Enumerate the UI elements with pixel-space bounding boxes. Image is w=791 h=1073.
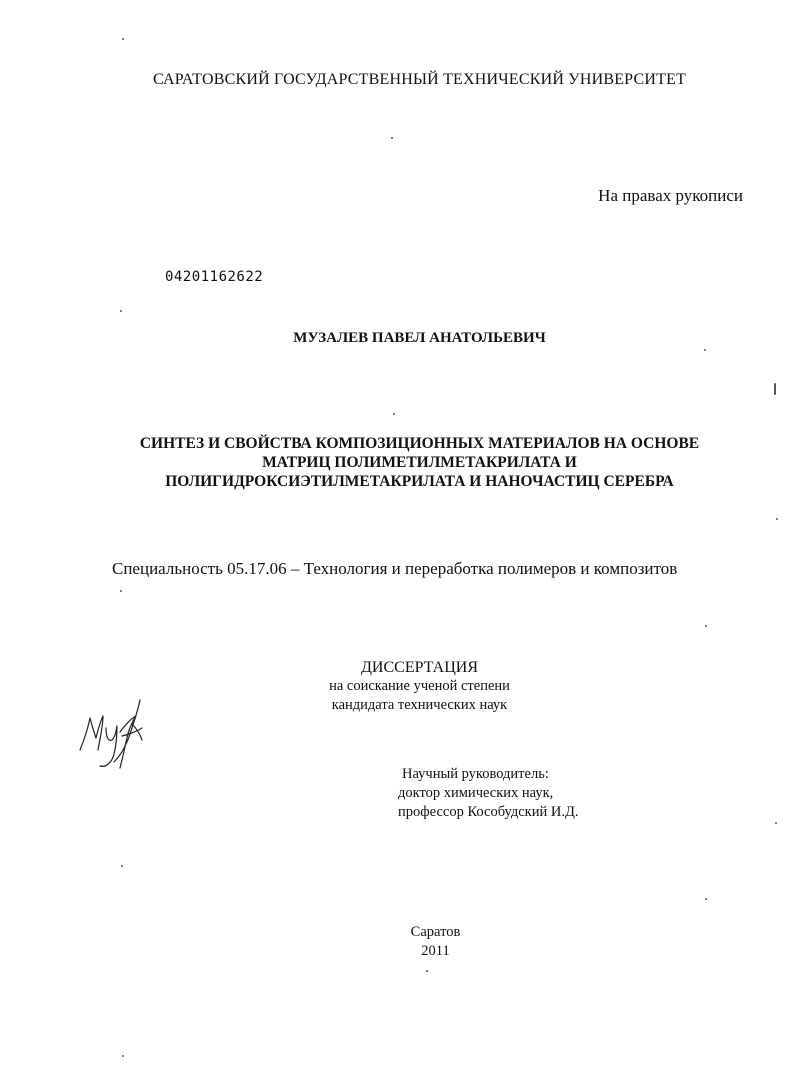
city: Саратов bbox=[410, 924, 461, 940]
degree-line-2: кандидата технических наук bbox=[331, 697, 508, 713]
scan-speck bbox=[120, 590, 122, 592]
scan-speck bbox=[393, 413, 395, 415]
year: 2011 bbox=[421, 943, 450, 959]
scan-speck bbox=[774, 383, 776, 395]
scan-speck bbox=[705, 898, 707, 900]
thesis-title-line: СИНТЕЗ И СВОЙСТВА КОМПОЗИЦИОННЫХ МАТЕРИАЛОВ НА ОСНОВЕ bbox=[139, 435, 700, 452]
scan-speck bbox=[122, 1055, 124, 1057]
city-year-block bbox=[0, 923, 791, 961]
supervisor-name: профессор Кособудский И.Д. bbox=[398, 804, 579, 820]
dissertation-heading: ДИССЕРТАЦИЯ bbox=[361, 659, 478, 676]
serial-number: 04201162622 bbox=[165, 269, 264, 285]
scan-speck bbox=[705, 625, 707, 627]
scan-speck bbox=[704, 349, 706, 351]
scan-speck bbox=[776, 518, 778, 520]
supervisor-block bbox=[398, 765, 578, 822]
degree-line-1: на соискание ученой степени bbox=[329, 678, 510, 694]
scan-speck bbox=[120, 310, 122, 312]
scan-speck bbox=[426, 970, 428, 972]
thesis-title bbox=[0, 434, 791, 491]
scan-speck bbox=[122, 38, 124, 40]
manuscript-note: На правах рукописи bbox=[598, 186, 743, 205]
supervisor-degree: доктор химических наук, bbox=[398, 785, 554, 801]
supervisor-label: Научный руководитель: bbox=[402, 766, 549, 782]
thesis-title-line: ПОЛИГИДРОКСИЭТИЛМЕТАКРИЛАТА И НАНОЧАСТИЦ СЕРЕБРА bbox=[165, 473, 674, 490]
scan-speck bbox=[121, 865, 123, 867]
author-name: МУЗАЛЕВ ПАВЕЛ АНАТОЛЬЕВИЧ bbox=[293, 330, 546, 346]
scan-speck bbox=[775, 822, 777, 824]
thesis-title-line: МАТРИЦ ПОЛИМЕТИЛМЕТАКРИЛАТА И bbox=[262, 454, 577, 471]
university-name: САРАТОВСКИЙ ГОСУДАРСТВЕННЫЙ ТЕХНИЧЕСКИЙ УНИВЕРСИТЕТ bbox=[152, 71, 687, 88]
handwritten-signature bbox=[70, 688, 170, 778]
specialty: Специальность 05.17.06 – Технология и переработка полимеров и композитов bbox=[112, 559, 678, 578]
scan-speck bbox=[391, 137, 393, 139]
